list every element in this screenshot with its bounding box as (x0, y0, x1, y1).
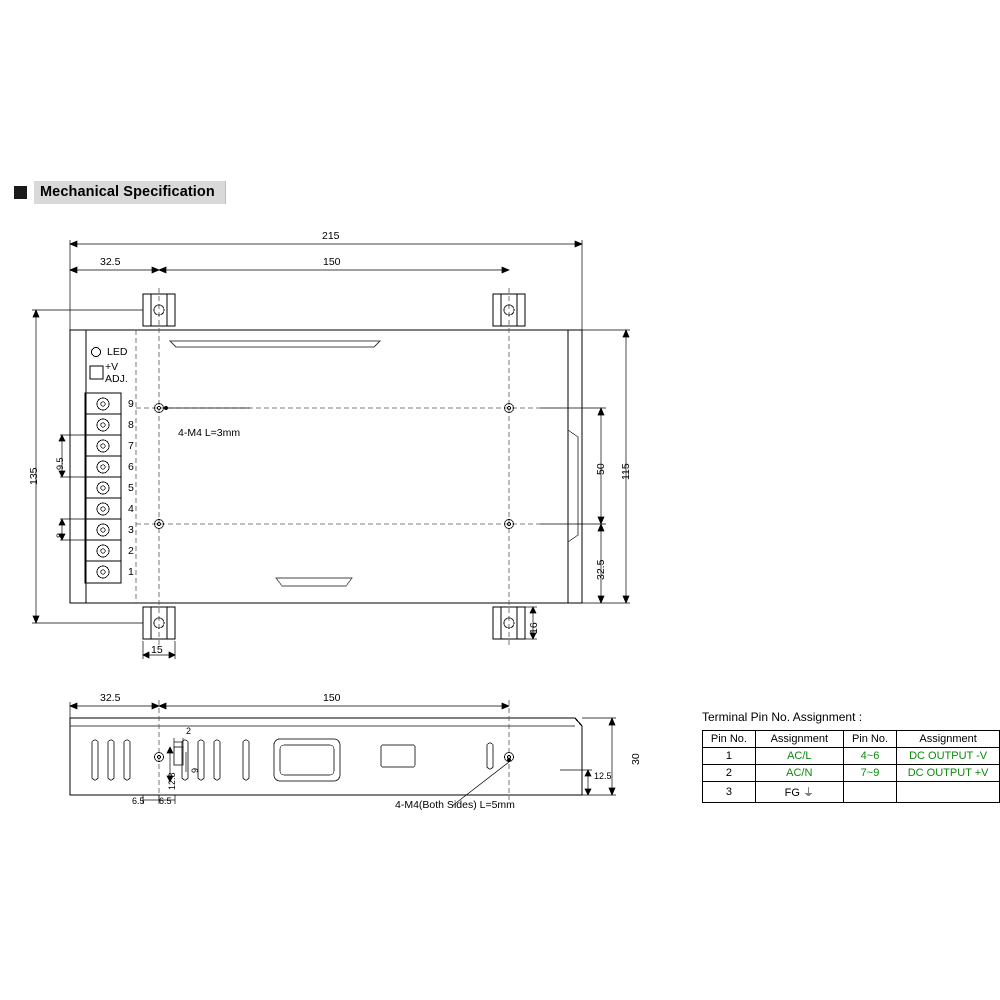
cell-pin-no: 2 (703, 765, 756, 782)
dim-foot-x: 15 (151, 644, 163, 656)
cell-assignment: AC/L (755, 748, 843, 765)
dim-edge-offset-x: 32.5 (100, 256, 121, 268)
dim-overall-width: 215 (322, 230, 340, 242)
terminal-number: 2 (128, 545, 134, 557)
side-dim-height: 30 (630, 753, 642, 765)
terminal-number: 9 (128, 398, 134, 410)
terminal-number: 3 (128, 524, 134, 536)
cell-pin-no: 3 (703, 782, 756, 803)
cell-pin-no-2: 7~9 (843, 765, 896, 782)
cell-pin-no-2: 4~6 (843, 748, 896, 765)
screw-note-top: 4-M4 L=3mm (178, 427, 241, 439)
cell-assignment-2: DC OUTPUT +V (897, 765, 1000, 782)
terminal-number: 4 (128, 503, 134, 515)
th-pin-no-1: Pin No. (703, 731, 756, 748)
th-pin-no-2: Pin No. (843, 731, 896, 748)
dim-mount-span-x: 150 (323, 256, 341, 268)
dim-mount-span-y: 50 (595, 463, 607, 475)
terminal-number: 8 (128, 419, 134, 431)
table-row (703, 782, 1000, 803)
dim-mount-offset-y: 32.5 (595, 559, 607, 580)
side-dim-slot-small2: 9 (190, 767, 200, 773)
pin-assignment-table (702, 730, 1000, 803)
side-dim-offset-b: 6.5 (159, 796, 172, 806)
terminal-number: 1 (128, 566, 134, 578)
side-dim-mount-span: 150 (323, 692, 341, 704)
terminal-number: 5 (128, 482, 134, 494)
screw-note-side: 4-M4(Both Sides) L=5mm (395, 799, 515, 811)
table-row (703, 748, 1000, 765)
side-dim-edge-offset: 32.5 (100, 692, 121, 704)
terminal-number: 6 (128, 461, 134, 473)
cell-assignment: AC/N (755, 765, 843, 782)
side-dim-height-inner: 12.5 (594, 771, 612, 781)
cell-assignment-2: DC OUTPUT -V (897, 748, 1000, 765)
side-dim-slot-small: 2 (186, 726, 192, 736)
table-row (703, 765, 1000, 782)
dim-terminal-pitch-small: 8 (55, 532, 65, 538)
cell-pin-no-2 (843, 782, 896, 803)
cell-pin-no: 1 (703, 748, 756, 765)
dim-overall-height: 135 (28, 467, 40, 485)
terminal-number: 7 (128, 440, 134, 452)
cell-assignment-2 (897, 782, 1000, 803)
side-dim-slot-h: 12.8 (167, 772, 177, 790)
table-header-row (703, 731, 1000, 748)
side-dim-offset-a: 6.5 (132, 796, 145, 806)
adj-label-line1: +V (105, 361, 119, 373)
page-title: Mechanical Specification (34, 181, 226, 204)
th-assignment-2: Assignment (897, 731, 1000, 748)
dim-inner-height: 115 (620, 463, 632, 480)
dim-terminal-pitch: 9.5 (55, 457, 65, 470)
th-assignment-1: Assignment (755, 731, 843, 748)
led-label: LED (107, 346, 128, 358)
adj-label-line2: ADJ. (105, 373, 128, 385)
dim-foot-y: 16 (528, 622, 540, 634)
cell-assignment: FG ⏚ (755, 782, 843, 803)
pin-table-title: Terminal Pin No. Assignment : (702, 710, 863, 724)
